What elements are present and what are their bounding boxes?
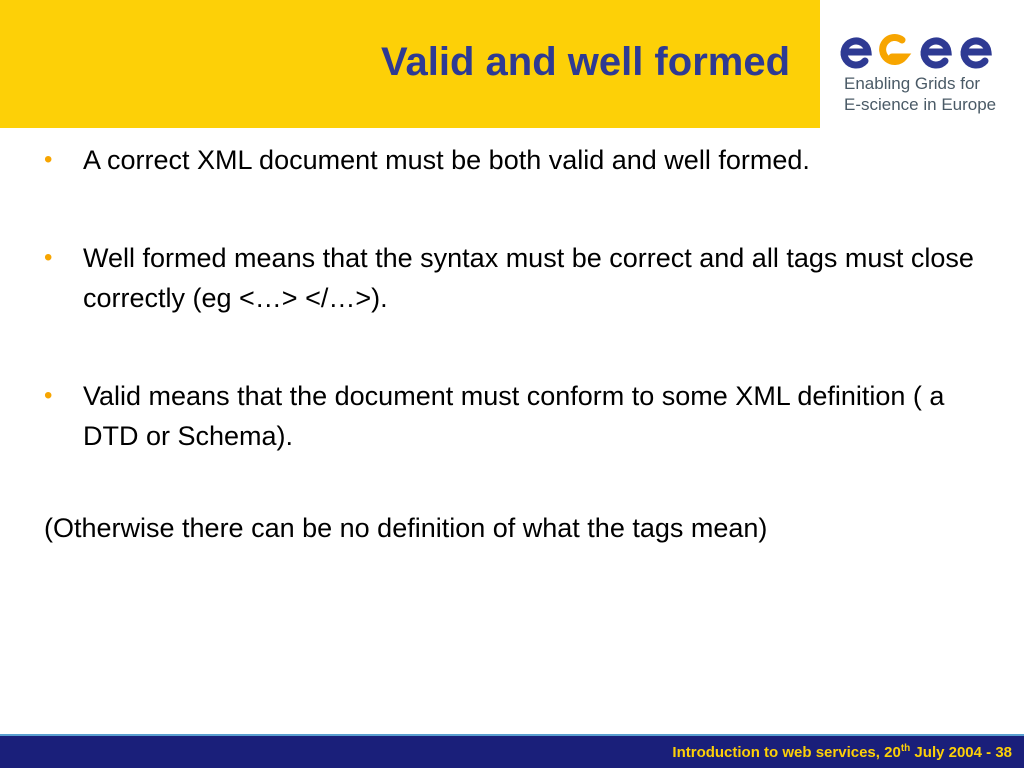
slide-title: Valid and well formed — [381, 40, 790, 84]
bullet-marker: • — [44, 382, 53, 409]
bullet-text: A correct XML document must be both valid and well formed. — [83, 145, 810, 175]
footer-superscript: th — [900, 743, 911, 754]
bullet-item — [44, 238, 994, 318]
logo-tagline-line1: Enabling Grids for — [844, 74, 981, 93]
bullet-text: Valid means that the document must conform to some XML definition ( a DTD or Schema). — [83, 381, 945, 451]
footer-suffix: July 2004 - 38 — [910, 744, 1012, 761]
bullet-item — [44, 376, 994, 456]
logo-tagline-line2: E-science in Europe — [844, 95, 997, 114]
slide-body — [44, 140, 994, 548]
bullet-item — [44, 140, 994, 180]
bullet-marker: • — [44, 244, 53, 271]
bullet-text: Well formed means that the syntax must be correct and all tags must close correctly (eg <…> </…>). — [83, 243, 974, 313]
footer-text — [672, 743, 1012, 761]
closing-note: (Otherwise there can be no definition of what the tags mean) — [44, 513, 768, 543]
footer-prefix: Introduction to web services, 20 — [672, 744, 901, 761]
bullet-marker: • — [44, 146, 53, 173]
footer-bar — [0, 734, 1024, 768]
